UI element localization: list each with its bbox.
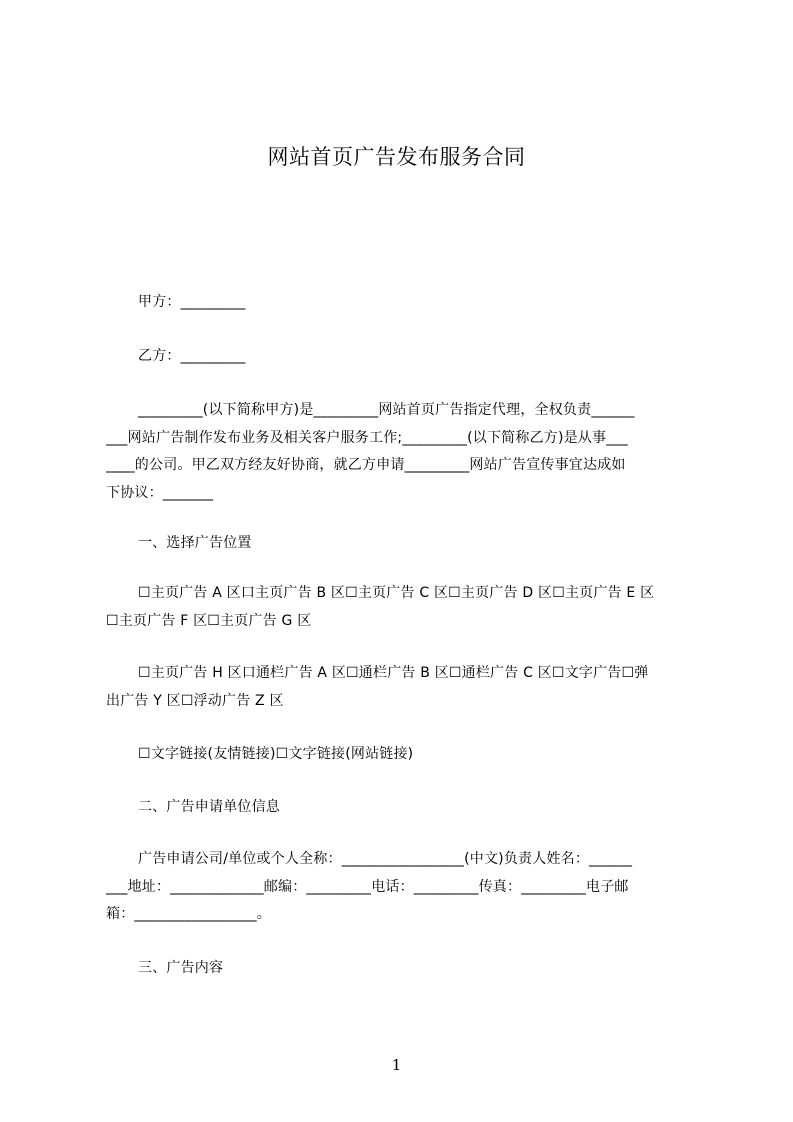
text-links-line: ☐文字链接(友情链接)☐文字链接(网站链接) [138, 746, 414, 762]
party-a-line: 甲方：_________ [138, 294, 246, 310]
page-number: 1 [391, 1056, 402, 1074]
page-title: 网站首页广告发布服务合同 [267, 145, 526, 169]
positions-group1 [106, 580, 700, 635]
section1-heading: 一、选择广告位置 [138, 535, 252, 551]
positions-line: 出广告 Y 区☐浮动广告 Z 区 [106, 692, 284, 709]
intro-line: ____的公司。甲乙双方经友好协商，就乙方申请_________网站广告宣传事宜达成如 [106, 457, 626, 473]
applicant-line: 箱：_________________。 [106, 906, 271, 922]
party-b-line: 乙方：_________ [138, 348, 246, 364]
positions-line: ☐主页广告 F 区☐主页广告 G 区 [106, 612, 312, 629]
section3-heading: 三、广告内容 [138, 960, 224, 976]
positions-group2 [106, 660, 700, 715]
applicant-paragraph [106, 846, 700, 929]
intro-paragraph [106, 397, 700, 507]
applicant-line: ___地址：_____________邮编：_________电话：_________传真：_________电子邮 [106, 878, 629, 895]
section2-heading: 二、广告申请单位信息 [138, 799, 280, 815]
intro-line: _________(以下简称甲方)是_________网站首页广告指定代理，全权负责______ [138, 402, 635, 418]
intro-line: 下协议：_______ [106, 484, 214, 501]
intro-line: ___网站广告制作发布业务及相关客户服务工作;_________(以下简称乙方)是从事___ [106, 429, 628, 446]
positions-line: ☐主页广告 H 区口通栏广告 A 区☐通栏广告 B 区☐通栏广告 C 区☐文字广告☐弹 [138, 665, 649, 681]
applicant-line: 广告申请公司/单位或个人全称：_________________(中文)负责人姓名：______ [138, 851, 633, 867]
positions-line: ☐主页广告 A 区口主页广告 B 区☐主页广告 C 区☐主页广告 D 区☐主页广告 E 区 [138, 585, 655, 601]
